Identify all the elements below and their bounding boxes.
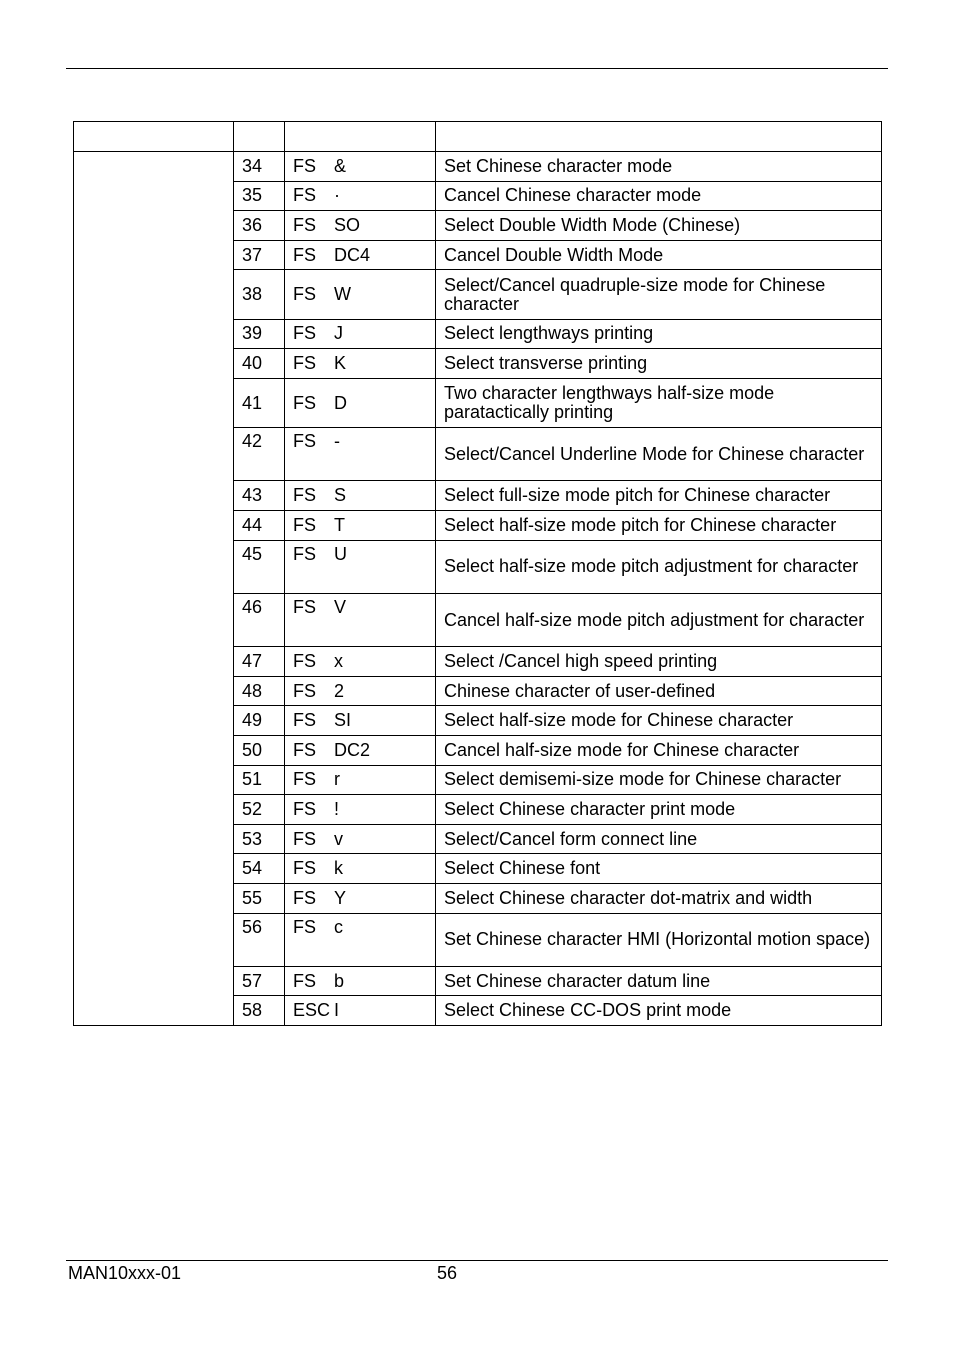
- command-number: 51: [234, 765, 285, 795]
- command-code: [285, 996, 436, 1026]
- footer-page-number: 56: [437, 1263, 458, 1283]
- command-description: Select demisemi-size mode for Chinese character: [436, 765, 882, 795]
- command-argument: K: [334, 353, 347, 374]
- command-argument: SI: [334, 710, 352, 731]
- command-number: 42: [234, 428, 285, 481]
- command-description: Select Chinese character print mode: [436, 795, 882, 825]
- header-rule: [66, 68, 888, 69]
- command-code: [285, 966, 436, 996]
- command-number: 45: [234, 540, 285, 593]
- command-number: 37: [234, 240, 285, 270]
- command-description: Cancel half-size mode pitch adjustment for character: [436, 593, 882, 646]
- command-description: Select /Cancel high speed printing: [436, 647, 882, 677]
- command-code: [285, 736, 436, 766]
- command-number: 39: [234, 319, 285, 349]
- command-number: 55: [234, 883, 285, 913]
- command-description: Select/Cancel form connect line: [436, 824, 882, 854]
- command-prefix: FS: [293, 739, 317, 760]
- command-code: [285, 319, 436, 349]
- command-number: 57: [234, 966, 285, 996]
- command-prefix: FS: [293, 431, 317, 452]
- command-description: Select Chinese character dot-matrix and width: [436, 883, 882, 913]
- command-argument: J: [334, 323, 343, 344]
- command-number: 47: [234, 647, 285, 677]
- table-row: [74, 152, 882, 182]
- command-description: Set Chinese character datum line: [436, 966, 882, 996]
- command-description: Select transverse printing: [436, 349, 882, 379]
- command-number: 58: [234, 996, 285, 1026]
- command-description: Two character lengthways half-size mode paratactically printing: [436, 378, 882, 427]
- command-description: Select lengthways printing: [436, 319, 882, 349]
- command-prefix: FS: [293, 651, 317, 672]
- command-code: [285, 706, 436, 736]
- command-argument: I: [334, 1000, 340, 1021]
- command-prefix: FS: [293, 769, 317, 790]
- command-description: Chinese character of user-defined: [436, 676, 882, 706]
- command-prefix: FS: [293, 185, 317, 206]
- command-number: 44: [234, 511, 285, 541]
- command-argument: S: [334, 485, 347, 506]
- command-number: 34: [234, 152, 285, 182]
- header-cell-category: [74, 122, 234, 152]
- command-prefix: FS: [293, 596, 317, 617]
- command-argument: b: [334, 970, 345, 991]
- command-code: [285, 349, 436, 379]
- command-code: [285, 378, 436, 427]
- command-prefix: FS: [293, 353, 317, 374]
- command-number: 52: [234, 795, 285, 825]
- command-description: Select half-size mode pitch for Chinese character: [436, 511, 882, 541]
- command-number: 54: [234, 854, 285, 884]
- command-argument: &: [334, 155, 347, 176]
- command-number: 38: [234, 270, 285, 319]
- table-header-row: [74, 122, 882, 152]
- command-code: [285, 428, 436, 481]
- command-description: Select/Cancel quadruple-size mode for Chinese character: [436, 270, 882, 319]
- command-code: [285, 240, 436, 270]
- command-argument: Y: [334, 887, 347, 908]
- footer-rule: [66, 1260, 888, 1261]
- command-argument: -: [334, 431, 340, 452]
- command-code: [285, 854, 436, 884]
- command-argument: c: [334, 916, 343, 937]
- command-description: Set Chinese character HMI (Horizontal motion space): [436, 913, 882, 966]
- command-prefix: FS: [293, 323, 317, 344]
- command-prefix: FS: [293, 970, 317, 991]
- command-description: Cancel Chinese character mode: [436, 181, 882, 211]
- command-number: 36: [234, 211, 285, 241]
- command-prefix: FS: [293, 284, 317, 305]
- command-code: [285, 152, 436, 182]
- command-prefix: FS: [293, 392, 317, 413]
- command-code: [285, 511, 436, 541]
- command-prefix: FS: [293, 485, 317, 506]
- command-prefix: FS: [293, 214, 317, 235]
- command-description: Cancel half-size mode for Chinese character: [436, 736, 882, 766]
- command-code: [285, 676, 436, 706]
- command-number: 35: [234, 181, 285, 211]
- command-argument: 2: [334, 680, 345, 701]
- command-argument: W: [334, 284, 351, 305]
- command-prefix: FS: [293, 155, 317, 176]
- command-description: Cancel Double Width Mode: [436, 240, 882, 270]
- command-number: 50: [234, 736, 285, 766]
- command-prefix: FS: [293, 710, 317, 731]
- command-prefix: ESC: [293, 1000, 331, 1021]
- command-prefix: FS: [293, 244, 317, 265]
- command-argument: ·: [334, 185, 340, 206]
- command-prefix: FS: [293, 799, 317, 819]
- command-code: [285, 883, 436, 913]
- command-prefix: FS: [293, 543, 317, 564]
- command-code: [285, 481, 436, 511]
- command-description: Select Chinese CC-DOS print mode: [436, 996, 882, 1026]
- command-description: Select Chinese font: [436, 854, 882, 884]
- command-argument: U: [334, 543, 347, 564]
- command-number: 56: [234, 913, 285, 966]
- command-code: [285, 765, 436, 795]
- command-description: Select full-size mode pitch for Chinese character: [436, 481, 882, 511]
- command-number: 46: [234, 593, 285, 646]
- command-prefix: FS: [293, 916, 317, 937]
- header-cell-function: [436, 122, 882, 152]
- command-argument: k: [334, 858, 343, 879]
- command-number: 43: [234, 481, 285, 511]
- command-argument: T: [334, 514, 345, 535]
- command-number: 53: [234, 824, 285, 854]
- command-number: 48: [234, 676, 285, 706]
- command-prefix: FS: [293, 887, 317, 908]
- command-argument: D: [334, 392, 347, 413]
- command-number: 41: [234, 378, 285, 427]
- command-code: [285, 270, 436, 319]
- command-description: Select half-size mode for Chinese character: [436, 706, 882, 736]
- command-prefix: FS: [293, 828, 317, 849]
- command-code: [285, 824, 436, 854]
- header-cell-number: [234, 122, 285, 152]
- category-cell: [74, 152, 234, 1026]
- command-argument: V: [334, 596, 347, 617]
- command-code: [285, 211, 436, 241]
- command-description: Set Chinese character mode: [436, 152, 882, 182]
- header-cell-command: [285, 122, 436, 152]
- command-code: [285, 181, 436, 211]
- command-code: [285, 540, 436, 593]
- command-code: [285, 913, 436, 966]
- command-argument: x: [334, 651, 343, 672]
- command-argument: !: [334, 799, 340, 819]
- command-prefix: FS: [293, 858, 317, 879]
- command-argument: SO: [334, 214, 361, 235]
- command-argument: DC2: [334, 739, 371, 760]
- footer-document-id: MAN10xxx-01: [68, 1263, 182, 1283]
- command-number: 49: [234, 706, 285, 736]
- command-table: [73, 121, 882, 1026]
- command-prefix: FS: [293, 514, 317, 535]
- command-description: Select half-size mode pitch adjustment for character: [436, 540, 882, 593]
- command-code: [285, 647, 436, 677]
- command-argument: DC4: [334, 244, 371, 265]
- command-code: [285, 795, 436, 825]
- command-description: Select Double Width Mode (Chinese): [436, 211, 882, 241]
- command-description: Select/Cancel Underline Mode for Chinese character: [436, 428, 882, 481]
- command-number: 40: [234, 349, 285, 379]
- command-argument: v: [334, 828, 343, 849]
- command-prefix: FS: [293, 680, 317, 701]
- command-argument: r: [334, 769, 340, 790]
- command-code: [285, 593, 436, 646]
